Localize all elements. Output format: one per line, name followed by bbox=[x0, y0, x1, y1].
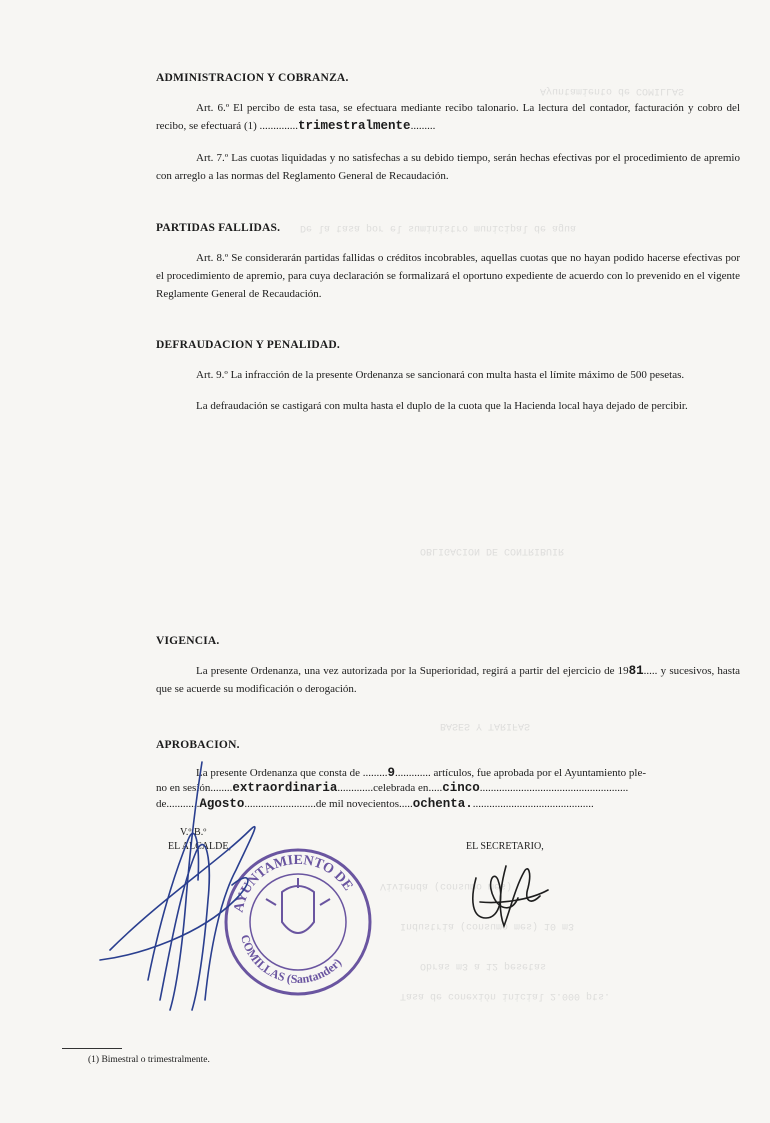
show-through-text: Vivienda (consumo mes) bbox=[380, 880, 513, 891]
handwritten-year: 81 bbox=[628, 664, 644, 678]
svg-text:COMILLAS (Santander): COMILLAS (Santander) bbox=[237, 932, 345, 987]
svg-text:AYUNTAMIENTO DE: AYUNTAMIENTO DE bbox=[231, 852, 356, 914]
show-through-text: Ayuntamiento de COMILLAS bbox=[540, 85, 685, 96]
approval-line-1: La presente Ordenanza que consta de .........9............. artículos, fue aprobada por el Ayuntamiento ple- bbox=[196, 766, 647, 780]
handwritten-session-type: extraordinaria bbox=[232, 781, 338, 795]
article-7-text: Art. 7.º Las cuotas liquidadas y no satisfechas a su debido tiempo, serán hechas efectivas por el procedimiento de apremio con arreglo a las normas del Reglamento General de Recaudación. bbox=[156, 152, 740, 182]
show-through-text: Obras m3 a 12 pesetas bbox=[420, 960, 547, 971]
vigencia-text-1: La presente Ordenanza, una vez autorizada por la Superioridad, regirá a partir del ejercicio de 19 bbox=[196, 665, 629, 677]
show-through-text: De la tasa por el suministro municipal de agua bbox=[300, 222, 577, 233]
approval-text: celebrada en bbox=[373, 782, 429, 794]
alcalde-signature bbox=[100, 762, 255, 1010]
handwritten-month: Agosto bbox=[199, 797, 245, 811]
footnote: (1) Bimestral o trimestralmente. bbox=[88, 1055, 210, 1065]
handwritten-day: cinco bbox=[442, 781, 480, 795]
show-through-text: Industria (consumo mes) 10 m3 bbox=[400, 920, 575, 931]
article-8-text: Art. 8.º Se considerarán partidas fallidas o créditos incobrables, aquellas cuotas que no hayan podido hacerse efectivas por el procedimiento de apremio, para cuya declaración se formalizará el oportuno expediente de acuerdo con lo prevenido en el vigente Reglamente General de Recaudación. bbox=[156, 252, 740, 300]
approval-line-2: no en sesión........extraordinaria.............celebrada en.....cinco...................................................... bbox=[156, 781, 629, 795]
approval-text: de bbox=[156, 798, 167, 810]
handwritten-frequency: trimestralmente bbox=[298, 119, 411, 133]
section-heading: PARTIDAS FALLIDAS. bbox=[156, 222, 281, 234]
section-heading: DEFRAUDACION Y PENALIDAD. bbox=[156, 339, 340, 351]
approval-text: artículos, fue aprobada por el Ayuntamiento ple- bbox=[433, 767, 647, 779]
article-6: Art. 6.º El percibo de esta tasa, se efectuara mediante recibo talonario. La lectura del contador, facturación y cobro del recibo, se efectuará (1) ..............trimestralmente......... bbox=[156, 102, 740, 133]
section-heading: ADMINISTRACION Y COBRANZA. bbox=[156, 72, 349, 84]
show-through-text: Tasa de conexión inicial 2.000 pts. bbox=[400, 990, 611, 1001]
section-heading: APROBACION. bbox=[156, 739, 240, 751]
article-6-text: Art. 6.º El percibo de esta tasa, se efectuara mediante recibo talonario. La lectura del contador, facturación y cobro del recibo, se efectuará (1) bbox=[156, 102, 740, 132]
handwritten-year-word: ochenta. bbox=[412, 797, 473, 811]
approval-line-3: de............Agosto..........................de mil novecientos.....ochenta............................................. bbox=[156, 797, 594, 811]
alcalde-label: EL ALCALDE, bbox=[168, 841, 231, 852]
vb-label: V.º B.º bbox=[180, 827, 207, 838]
section-heading: VIGENCIA. bbox=[156, 635, 220, 647]
municipal-seal bbox=[226, 850, 370, 994]
vigencia-text: La presente Ordenanza, una vez autorizada por la Superioridad, regirá a partir del ejercicio de 1981..... y sucesivos, hasta que se acuerde su modificación o derogación. bbox=[156, 664, 741, 695]
show-through-text: BASES Y TARIFAS bbox=[440, 720, 531, 731]
secretario-label: EL SECRETARIO, bbox=[466, 841, 544, 852]
vigencia-text-2: y sucesivos, hasta que se acuerde su modificación o derogación. bbox=[156, 665, 741, 695]
approval-text: no en sesión bbox=[156, 782, 211, 794]
article-9-text: Art. 9.º La infracción de la presente Ordenanza se sancionará con multa hasta el límite máximo de 500 pesetas. bbox=[196, 369, 685, 381]
approval-text: La presente Ordenanza que consta de bbox=[196, 767, 361, 779]
approval-text: de mil novecientos bbox=[315, 798, 399, 810]
show-through-text: OBLIGACION DE CONTRIBUIR bbox=[420, 545, 565, 556]
article-9b-text: La defraudación se castigará con multa hasta el duplo de la cuota que la Hacienda local haya dejado de percibir. bbox=[196, 400, 688, 412]
handwritten-article-count: 9 bbox=[387, 766, 396, 780]
footnote-rule bbox=[62, 1048, 122, 1049]
secretario-signature bbox=[473, 866, 548, 926]
